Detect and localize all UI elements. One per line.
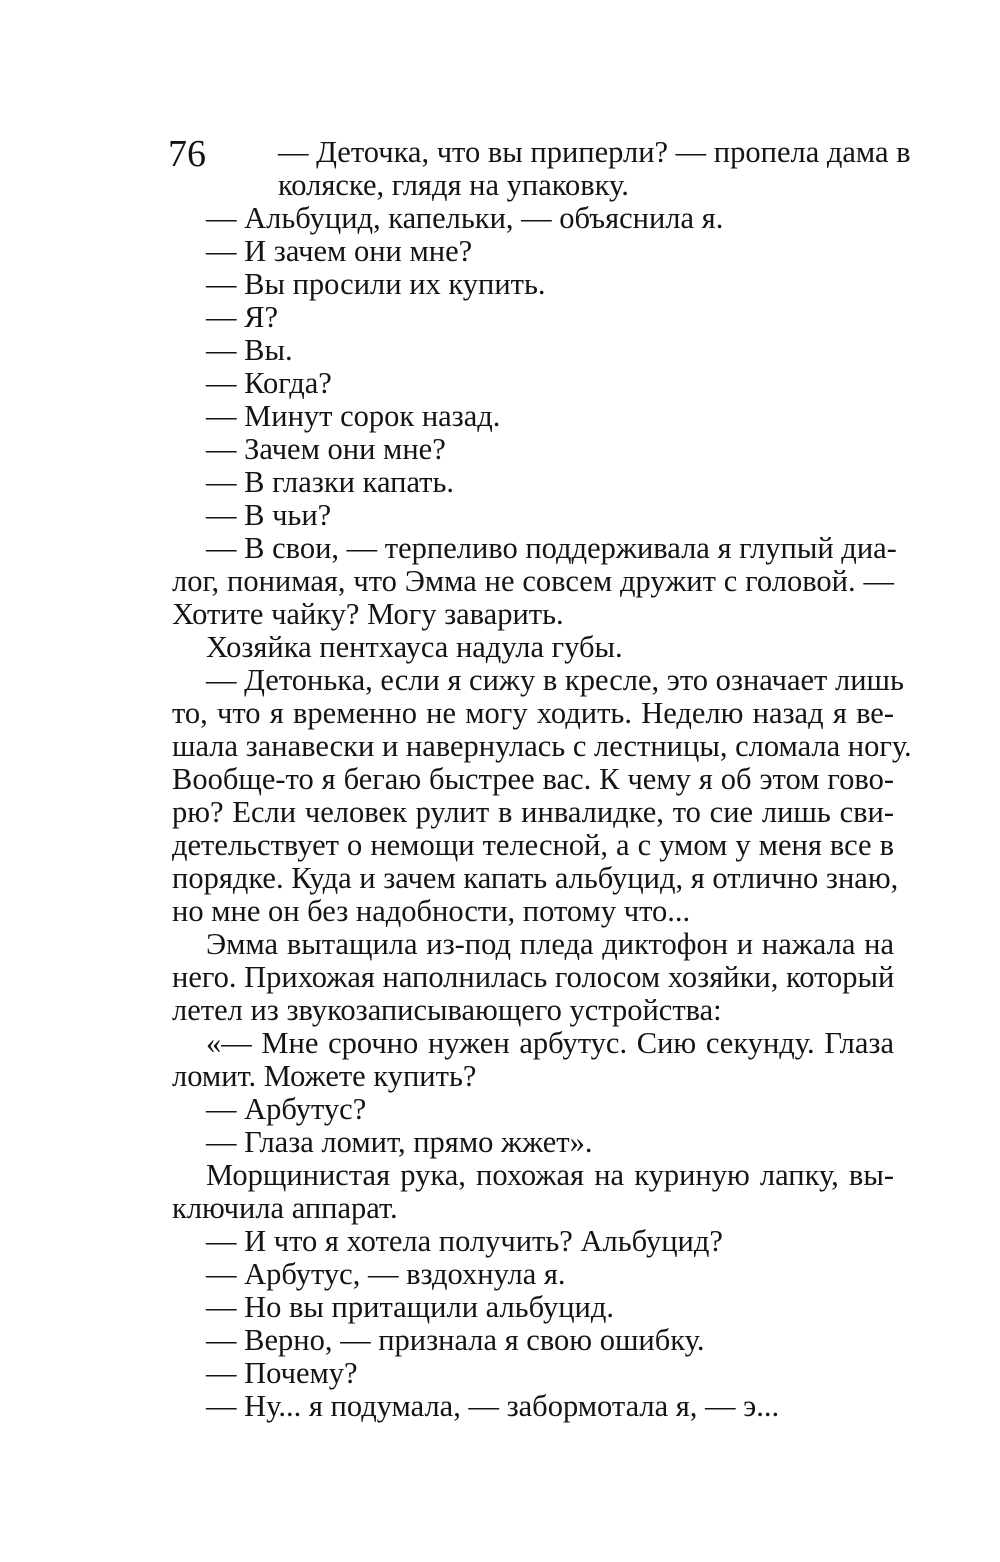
text-line: — Зачем они мне? xyxy=(206,432,446,466)
text-line: Хозяйка пентхауса надула губы. xyxy=(206,630,623,664)
text-line: — Арбутус, — вздохнула я. xyxy=(206,1257,566,1291)
text-line: — Вы просили их купить. xyxy=(206,267,546,301)
text-line: — Глаза ломит, прямо жжет». xyxy=(206,1125,593,1159)
text-line: но мне он без надобности, потому что... xyxy=(172,894,691,928)
text-line: детельствует о немощи телесной, а с умом у меня все в xyxy=(172,828,894,862)
text-line: лог, понимая, что Эмма не совсем дружит с головой. — xyxy=(172,564,894,598)
text-line: Эмма вытащила из-под пледа диктофон и нажала на xyxy=(206,927,894,961)
text-line: Вообще-то я бегаю быстрее вас. К чему я об этом гово- xyxy=(172,762,894,796)
text-line: — Арбутус? xyxy=(206,1092,367,1126)
text-line: — В чьи? xyxy=(206,498,332,532)
text-line: летел из звукозаписывающего устройства: xyxy=(172,993,722,1027)
text-line: ключила аппарат. xyxy=(172,1191,398,1225)
text-line: ломит. Можете купить? xyxy=(172,1059,477,1093)
text-line: него. Прихожая наполнилась голосом хозяйки, который xyxy=(172,960,895,994)
text-line: — И зачем они мне? xyxy=(206,234,473,268)
text-line: — Верно, — признала я свою ошибку. xyxy=(206,1323,705,1357)
text-line: — Я? xyxy=(206,300,279,334)
text-line: — Почему? xyxy=(206,1356,358,1390)
text-line: — Деточка, что вы приперли? — пропела дама в xyxy=(278,135,911,169)
text-line: шала занавески и навернулась с лестницы, сломала ногу. xyxy=(172,729,912,763)
text-line: — Альбуцид, капельки, — объяснила я. xyxy=(206,201,724,235)
text-line: — В глазки капать. xyxy=(206,465,455,499)
text-line: порядке. Куда и зачем капать альбуцид, я отлично знаю, xyxy=(172,861,899,895)
text-line: — Детонька, если я сижу в кресле, это означает лишь xyxy=(206,663,904,697)
text-line: — Когда? xyxy=(206,366,332,400)
text-line: Хотите чайку? Могу заварить. xyxy=(172,597,564,631)
text-line: — В свои, — терпеливо поддерживала я глупый диа- xyxy=(206,531,897,565)
text-line: Морщинистая рука, похожая на куриную лапку, вы- xyxy=(206,1158,894,1192)
text-line: — Но вы притащили альбуцид. xyxy=(206,1290,614,1324)
text-line: — И что я хотела получить? Альбуцид? xyxy=(206,1224,723,1258)
text-line: «— Мне срочно нужен арбутус. Сию секунду. Глаза xyxy=(206,1026,894,1060)
text-line: коляске, глядя на упаковку. xyxy=(278,168,629,202)
text-line: — Вы. xyxy=(206,333,293,367)
text-line: — Ну... я подумала, — забормотала я, — э... xyxy=(206,1389,780,1423)
text-line: то, что я временно не могу ходить. Неделю назад я ве- xyxy=(172,696,894,730)
text-line: — Минут сорок назад. xyxy=(206,399,501,433)
text-line: рю? Если человек рулит в инвалидке, то сие лишь сви- xyxy=(172,795,894,829)
page-number: 76 xyxy=(168,133,206,175)
